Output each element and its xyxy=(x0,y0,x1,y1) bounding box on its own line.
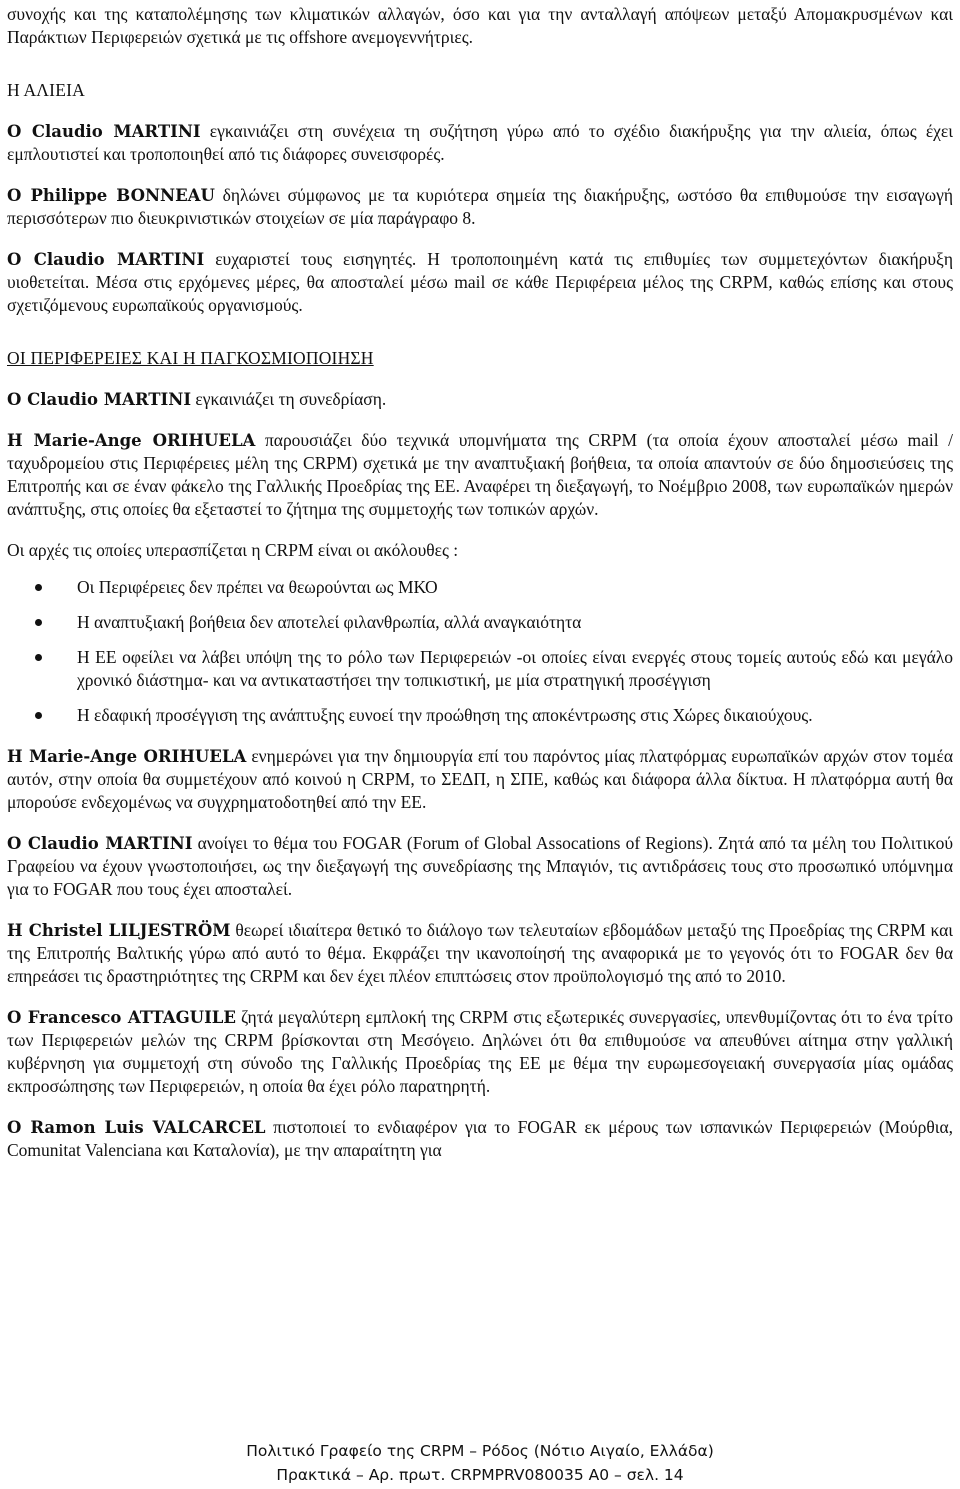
list-item xyxy=(7,704,953,727)
paragraph-text: εγκαινιάζει τη συνεδρίαση. xyxy=(191,389,387,409)
list-item-text: Οι Περιφέρειες δεν πρέπει να θεωρούνται ως ΜΚΟ xyxy=(77,577,438,597)
speaker-name: Ο Claudio MARTINI xyxy=(7,390,192,409)
paragraph-text: ανοίγει το θέμα του FOGAR (Forum of Global Assocations of Regions). Ζητά από τα μέλη του Πολιτικού Γραφείου να έχουν γνωστοποιήσει, ως την διεξαγωγή της συνεδρίασης της Μπαγιόν, τις αντιδράσεις τους στο προσωπικό υπόμνημα για το FOGAR που τους έχει αποσταλεί. xyxy=(7,833,953,899)
paragraph-text: παρουσιάζει δύο τεχνικά υπομνήματα της CRPM (τα οποία έχουν αποσταλεί μέσω mail / ταχυδρομείου στις Περιφέρειες μέλη της CRPM) σχετικά με την αναπτυξιακή βοήθεια, τα οποία απαντούν σε δύο δημοσιεύσεις της Επιτροπής και σε έναν φάκελο της Γαλλικής Προεδρίας της ΕΕ. Αναφέρει τη διεξαγωγή, το Νοέμβριο 2008, των ευρωπαϊκών ημερών ανάπτυξης, στις οποίες θα εξεταστεί το ζήτημα της συμμετοχής των τοπικών αρχών. xyxy=(7,430,954,519)
speaker-name: Η Christel LILJESTRÖM xyxy=(7,921,231,940)
paragraph xyxy=(7,1006,953,1098)
paragraph xyxy=(7,745,953,814)
paragraph-text: πιστοποιεί το ενδιαφέρον για το FOGAR εκ μέρους των ισπανικών Περιφερειών (Μούρθια, Comunitat Valenciana και Καταλονία), με την απαραίτητη για xyxy=(7,1117,953,1160)
paragraph-text: εγκαινιάζει στη συνέχεια τη συζήτηση γύρω από το σχέδιο διακήρυξης για την αλιεία, όπως έχει εμπλουτιστεί και τροποποιηθεί από τις διάφορες συνεισφορές. xyxy=(7,121,953,164)
document-body xyxy=(7,0,953,1162)
paragraph xyxy=(7,248,953,317)
paragraph xyxy=(7,120,953,166)
list-item-text: Η εδαφική προσέγγιση της ανάπτυξης ευνοεί την προώθηση της αποκέντρωσης στις Χώρες δικαιούχους. xyxy=(77,705,813,725)
list-item xyxy=(7,611,953,634)
paragraph-text: δηλώνει σύμφωνος με τα κυριότερα σημεία της διακήρυξης, ωστόσο θα επιθυμούσε την εισαγωγή περισσότερων πιο διευκρινιστικών στοιχείων σε μία παράγραφο 8. xyxy=(7,185,953,228)
paragraph-text: θεωρεί ιδιαίτερα θετικό το διάλογο των τελευταίων εβδομάδων μεταξύ της Προεδρίας της CRPM και της Επιτροπής Βαλτικής γύρω από αυτό το θέμα. Εκφράζει την ικανοποίησή της αναφορικά με το γεγονός ότι το FOGAR δεν θα επηρεάσει τις δραστηριότητες της CRPM και δεν έχει πλέον επιπτώσεις στον προϋπολογισμό της από το 2010. xyxy=(7,920,953,986)
paragraph-text: ευχαριστεί τους εισηγητές. Η τροποποιημένη κατά τις επιθυμίες των συμμετεχόντων διακήρυξη υιοθετείται. Μέσα στις ερχόμενες μέρες, θα αποσταλεί μέσω mail σε κάθε Περιφέρεια μέλος της CRPM, καθώς επίσης και στους σχετιζόμενους ευρωπαϊκούς οργανισμούς. xyxy=(7,249,953,315)
speaker-name: Η Marie-Ange ORIHUELA xyxy=(7,747,247,766)
speaker-name: Ο Claudio MARTINI xyxy=(7,250,205,269)
section-heading-globalisation: ΟΙ ΠΕΡΙΦΕΡΕΙΕΣ ΚΑΙ Η ΠΑΓΚΟΣΜΙΟΠΟΙΗΣΗ xyxy=(7,348,374,368)
speaker-name: Η Marie-Ange ORIHUELA xyxy=(7,431,256,450)
paragraph xyxy=(7,1116,953,1162)
bullet-icon xyxy=(35,584,42,591)
paragraph-text: ζητά μεγαλύτερη εμπλοκή της CRPM στις εξωτερικές συνεργασίες, υπενθυμίζοντας ότι το ένα τρίτο των Περιφερειών μελών της CRPM βρίσκονται στη Μεσόγειο. Δηλώνει ότι θα επιθυμούσε να απευθύνει αίτημα στην γαλλική κυβέρνηση για συμμετοχή στη σύνοδο της Γαλλικής Προεδρίας της ΕΕ με θέμα την ευρωμεσογειακή συνεργασία μίας ομάδας εκπροσώπησης των Περιφερειών, η οποία θα έχει ρόλο παρατηρητή. xyxy=(7,1007,953,1096)
speaker-name: Ο Francesco ATTAGUILE xyxy=(7,1008,236,1027)
paragraph xyxy=(7,919,953,988)
speaker-name: Ο Philippe BONNEAU xyxy=(7,186,215,205)
footer-reference: Πρακτικά – Αρ. πρωτ. CRPMPRV080035 A0 – σελ. 14 xyxy=(276,1466,684,1484)
paragraph xyxy=(7,388,953,411)
list-item-text: Η ΕΕ οφείλει να λάβει υπόψη της το ρόλο των Περιφερειών -οι οποίες είναι ενεργές στους τομείς αυτούς εδώ και μεγάλο χρονικό διάστημα- και να αντικαταστήσει την τοπικιστική, με μία στρατηγική προσέγγιση xyxy=(77,647,953,690)
speaker-name: Ο Ramon Luis VALCARCEL xyxy=(7,1118,266,1137)
intro-paragraph: συνοχής και της καταπολέμησης των κλιματικών αλλαγών, όσο και για την ανταλλαγή απόψεων μεταξύ Απομακρυσμένων και Παράκτιων Περιφερειών σχετικά με τις offshore ανεμογεννήτριες. xyxy=(7,4,953,47)
paragraph xyxy=(7,429,953,521)
paragraph-text: ενημερώνει για την δημιουργία επί του παρόντος μίας πλατφόρμας ευρωπαϊκών αρχών στον τομέα αυτόν, στην οποία θα συμμετέχουν από κοινού η CRPM, το ΣΕΔΠ, η ΣΠΕ, καθώς και διάφορα άλλα δίκτυα. Η πλατφόρμα αυτή θα μπορούσε ενδεχομένως να συγχρηματοδοτηθεί από την ΕΕ. xyxy=(7,746,953,812)
bullet-icon xyxy=(35,654,42,661)
bullet-icon xyxy=(35,619,42,626)
paragraph xyxy=(7,184,953,230)
speaker-name: Ο Claudio MARTINI xyxy=(7,122,201,141)
paragraph xyxy=(7,832,953,901)
principles-intro: Οι αρχές τις οποίες υπερασπίζεται η CRPM είναι οι ακόλουθες : xyxy=(7,540,459,560)
speaker-name: Ο Claudio MARTINI xyxy=(7,834,193,853)
list-item xyxy=(7,646,953,692)
bullet-icon xyxy=(35,712,42,719)
list-item xyxy=(7,576,953,599)
footer-title: Πολιτικό Γραφείο της CRPM – Ρόδος (Νότιο Αιγαίο, Ελλάδα) xyxy=(246,1442,714,1460)
principles-list xyxy=(7,576,953,727)
list-item-text: Η αναπτυξιακή βοήθεια δεν αποτελεί φιλανθρωπία, αλλά αναγκαιότητα xyxy=(77,612,582,632)
section-heading-fisheries: Η ΑΛΙΕΙΑ xyxy=(7,80,85,100)
